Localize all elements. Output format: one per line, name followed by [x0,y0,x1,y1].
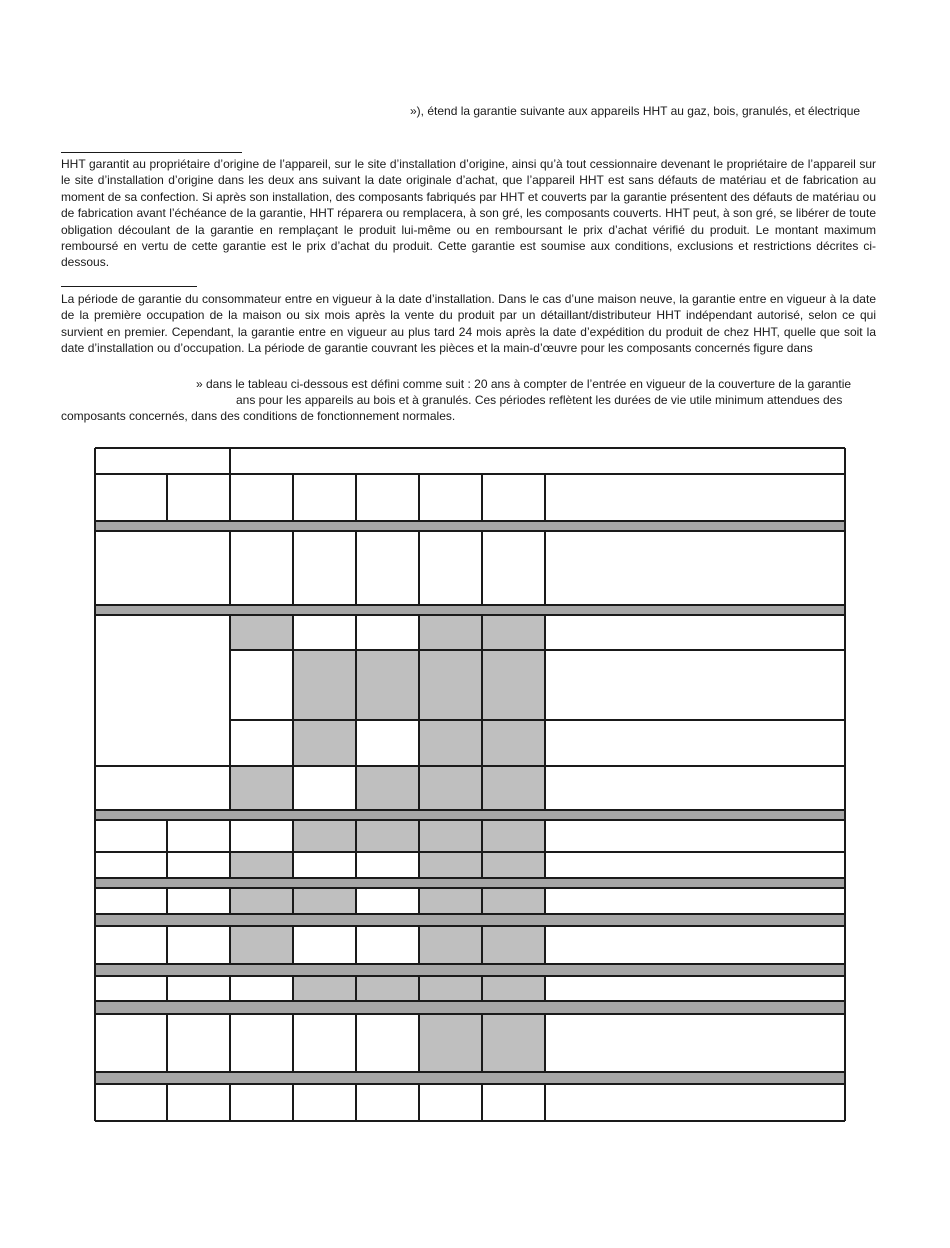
shaded-cell [419,852,482,878]
shaded-cell [356,820,419,852]
shaded-cell [230,926,293,964]
table-section-separator [95,1072,845,1084]
table-section-separator [95,521,845,531]
shaded-cell [419,976,482,1001]
shaded-cell [419,650,482,720]
table-section-separator [95,878,845,888]
shaded-cell [482,926,545,964]
merged-cell-cover [96,649,229,651]
merged-cell-cover [96,719,229,721]
warranty-paragraph: HHT garantit au propriétaire d’origine de l’appareil, sur le site d’installation d’origine, ainsi qu’à tout cessionnaire devenant le propriétaire de l’appareil sur le site d’installation d’origine dans les deux ans suivant la date originale d’achat, que l’appareil HHT est sans défauts de matériau et de fabrication au moment de sa confection. Si après son installation, des composants fabriqués par HHT et couverts par la garantie présentent des défauts de matériau ou de fabrication avant l’échéance de la garantie, HHT réparera ou remplacera, à son gré, les composants couverts. HHT peut, à son gré, se libérer de toute obligation découlant de la garantie en remplaçant le produit lui-même ou en remboursant le prix d’achat vérifié du produit. Le montant maximum remboursé en vertu de cette garantie est le prix d’achat du produit. Cette garantie est soumise aux conditions, exclusions et restrictions décrites ci-dessous. [61,157,876,270]
lifetime-definition-line-1: » dans le tableau ci-dessous est défini comme suit : 20 ans à compter de l’entrée en vigueur de la couverture de la garantie [196,377,852,391]
shaded-cell [419,766,482,810]
shaded-cell [293,720,356,766]
shaded-cell [482,650,545,720]
shaded-cell [356,650,419,720]
shaded-cell [230,766,293,810]
intro-line: »), étend la garantie suivante aux appareils HHT au gaz, bois, granulés, et électrique [410,104,861,118]
table-section-separator [95,914,845,926]
shaded-cell [482,766,545,810]
shaded-cell [293,976,356,1001]
shaded-cell [482,976,545,1001]
shaded-cell [356,976,419,1001]
table-section-separator [95,810,845,820]
shaded-cell [230,852,293,878]
warranty-period-paragraph: La période de garantie du consommateur entre en vigueur à la date d’installation. Dans le cas d’une maison neuve, la garantie entre en vigueur à la date de la première occupation de la maison ou six mois après la vente du produit par un détaillant/distributeur HHT indépendant autorisé, selon ce qui survient en premier. Cependant, la garantie entre en vigueur au plus tard 24 mois après la date d’expédition du produit de chez HHT, quelle que soit la date d’installation ou d’occupation. La période de garantie couvrant les pièces et la main-d’œuvre pour les composants concernés figure dans [61,292,876,356]
shaded-cell [482,820,545,852]
shaded-cell [230,615,293,650]
shaded-cell [482,888,545,914]
shaded-cell [419,820,482,852]
shaded-cell [482,615,545,650]
shaded-cell [419,888,482,914]
table-section-separator [95,605,845,615]
table-section-separator [95,964,845,976]
shaded-cell [419,1014,482,1072]
shaded-cell [482,852,545,878]
shaded-cell [419,720,482,766]
shaded-cell [419,615,482,650]
shaded-cell [356,766,419,810]
shaded-cell [419,926,482,964]
shaded-cell [230,888,293,914]
lifetime-definition-line-3: composants concernés, dans des conditions de fonctionnement normales. [61,409,456,423]
shaded-cell [293,650,356,720]
shaded-cell [293,888,356,914]
table-section-separator [95,1001,845,1014]
shaded-cell [482,720,545,766]
lifetime-definition-line-2: ans pour les appareils au bois et à granulés. Ces périodes reflètent les durées de vie utile minimum attendues des [236,393,843,407]
shaded-cell [293,820,356,852]
shaded-cell [482,1014,545,1072]
